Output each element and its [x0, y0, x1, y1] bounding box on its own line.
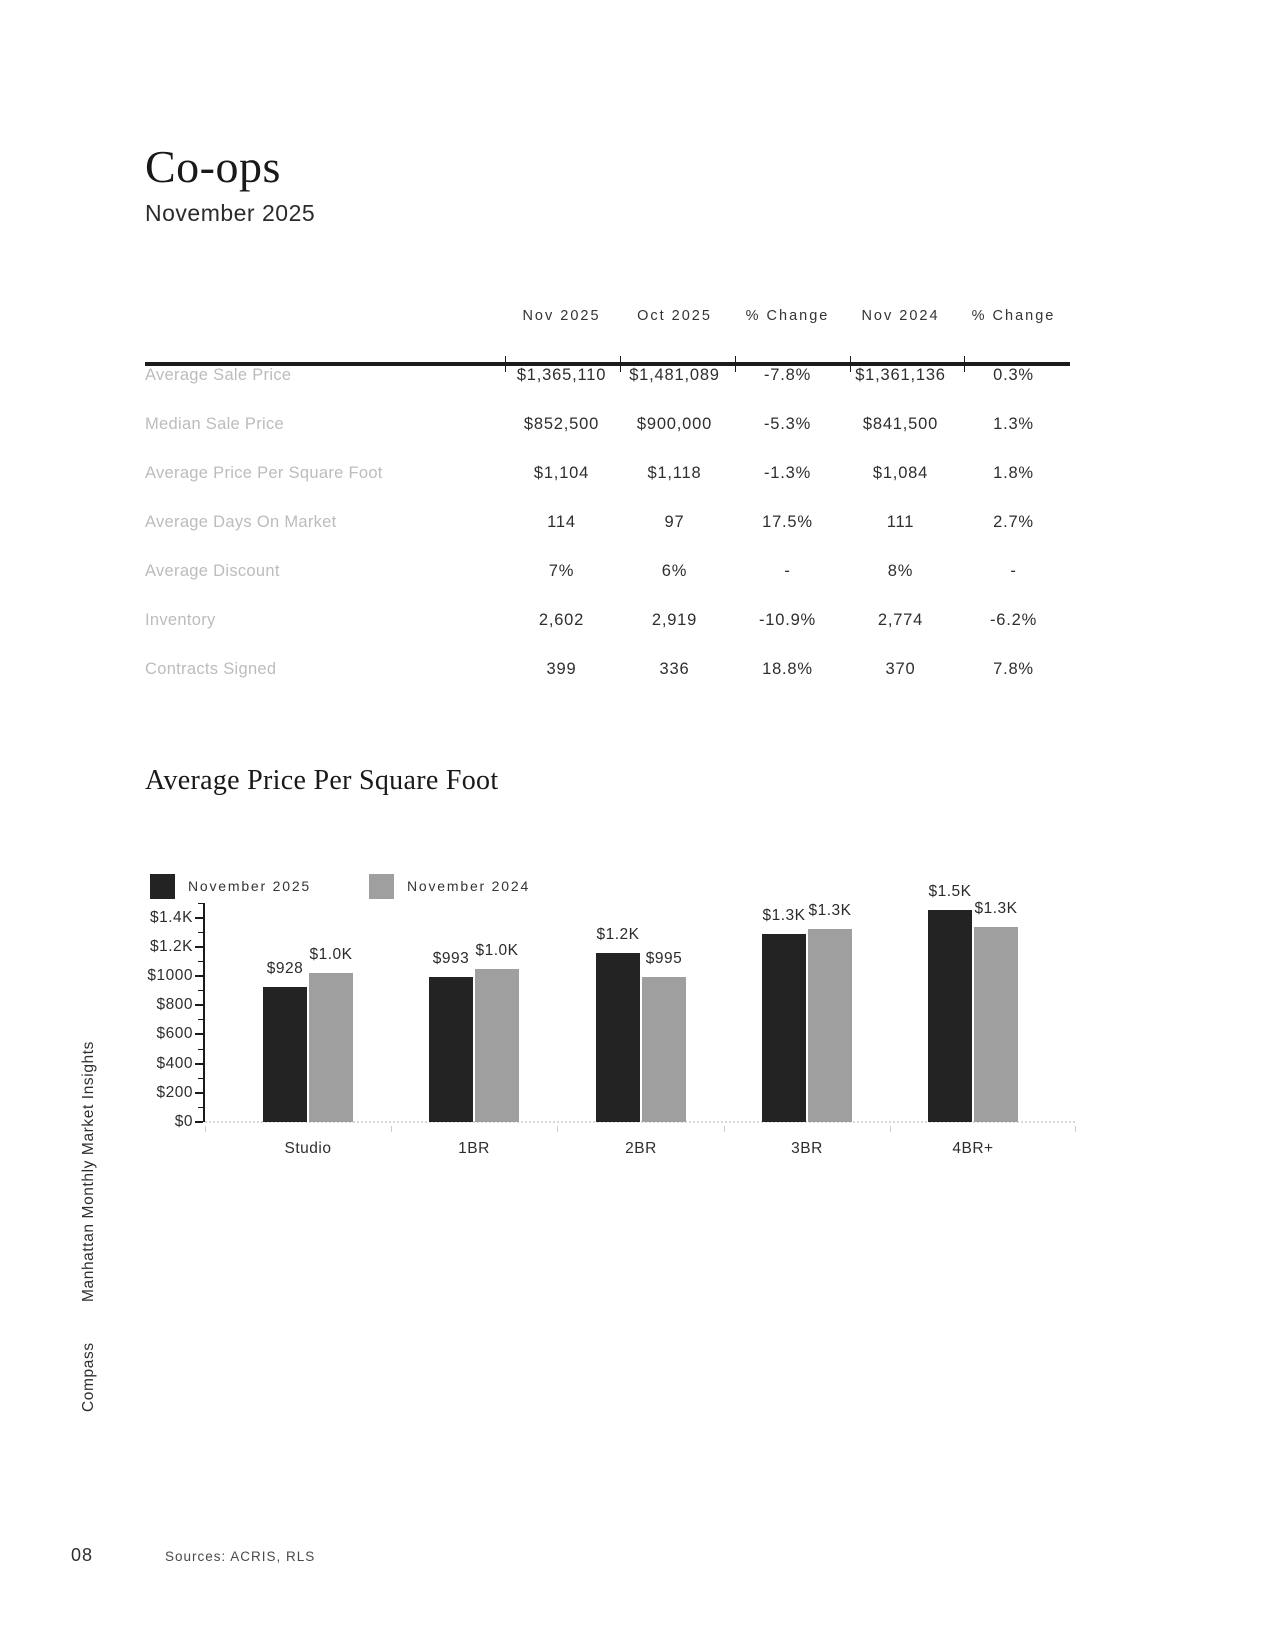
bar-value-label: $1.3K: [808, 902, 852, 919]
y-axis-line: [203, 903, 205, 1122]
row-value: $1,481,089: [629, 366, 720, 384]
row-label: Average Discount: [145, 562, 280, 580]
row-value: 7.8%: [993, 660, 1034, 678]
row-value: $1,084: [872, 464, 929, 482]
bar-value-label: $1.0K: [309, 946, 353, 963]
row-value: -5.3%: [763, 415, 812, 433]
sidebar-brand: Compass: [80, 1342, 97, 1412]
chart-legend: [150, 873, 588, 899]
sidebar-report-title: Manhattan Monthly Market Insights: [80, 1040, 97, 1302]
row-value: 7%: [548, 562, 575, 580]
y-axis-minor-tick: [198, 932, 203, 933]
y-axis-tick: [195, 917, 203, 919]
row-value: $1,118: [647, 464, 702, 482]
y-axis-tick-label: $1.2K: [149, 937, 193, 955]
row-value: $900,000: [636, 415, 713, 433]
x-axis-tick: [890, 1126, 891, 1132]
row-label: Median Sale Price: [145, 415, 285, 433]
y-axis-minor-tick: [198, 990, 203, 991]
table-column-header-3: Nov 2024: [861, 308, 940, 324]
bar-3br-2025: [762, 934, 806, 1122]
x-axis-tick: [391, 1126, 392, 1132]
row-value: -7.8%: [763, 366, 812, 384]
legend-label: November 2024: [407, 878, 531, 894]
row-value: 111: [886, 513, 915, 531]
row-label: Average Days On Market: [145, 513, 337, 531]
y-axis-tick: [195, 1092, 203, 1094]
row-value: $841,500: [862, 415, 939, 433]
row-value: 2,919: [651, 611, 698, 629]
y-axis-tick-label: $400: [156, 1054, 193, 1072]
y-axis-minor-tick: [198, 1078, 203, 1079]
bar-1br-2025: [429, 977, 473, 1122]
zero-baseline: [205, 1121, 1075, 1123]
y-axis-minor-tick: [198, 903, 203, 904]
stats-table: [145, 351, 1070, 694]
bar-value-label: $993: [432, 950, 470, 967]
y-axis-minor-tick: [198, 1019, 203, 1020]
table-row: [145, 400, 1070, 449]
bar-value-label: $1.2K: [596, 926, 640, 943]
y-axis-tick-label: $1.4K: [149, 908, 193, 926]
x-axis-category-label: 3BR: [791, 1140, 823, 1157]
row-label: Inventory: [145, 611, 216, 629]
bar-1br-2024: [475, 969, 519, 1122]
y-axis-tick: [195, 1033, 203, 1035]
bar-value-label: $995: [645, 950, 683, 967]
bar-value-label: $1.3K: [762, 907, 806, 924]
table-column-header-1: Oct 2025: [637, 308, 712, 324]
page-subtitle: November 2025: [145, 200, 316, 226]
y-axis-tick: [195, 1121, 203, 1123]
row-value: -10.9%: [758, 611, 817, 629]
legend-label: November 2025: [188, 878, 312, 894]
row-value: 97: [664, 513, 685, 531]
table-row: [145, 351, 1070, 400]
x-axis-tick: [557, 1126, 558, 1132]
table-column-header-0: Nov 2025: [522, 308, 601, 324]
bar-value-label: $1.0K: [475, 942, 519, 959]
bar-value-label: $928: [266, 960, 304, 977]
row-value: 1.8%: [993, 464, 1034, 482]
y-axis-tick-label: $800: [156, 996, 193, 1014]
row-value: 18.8%: [762, 660, 813, 678]
bar-2br-2025: [596, 953, 640, 1122]
table-column-header-2: % Change: [745, 308, 830, 324]
table-row: [145, 547, 1070, 596]
y-axis-tick: [195, 975, 203, 977]
y-axis-tick: [195, 946, 203, 948]
table-column-header-4: % Change: [971, 308, 1056, 324]
row-value: 2,774: [877, 611, 924, 629]
y-axis-minor-tick: [198, 1107, 203, 1108]
x-axis-tick: [1075, 1126, 1076, 1132]
y-axis-minor-tick: [198, 1049, 203, 1050]
bar-3br-2024: [808, 929, 852, 1122]
table-row: [145, 498, 1070, 547]
chart-title: Average Price Per Square Foot: [145, 765, 499, 796]
row-value: 8%: [887, 562, 914, 580]
legend-swatch-2024: [369, 874, 394, 899]
row-value: 370: [885, 660, 916, 678]
row-value: 17.5%: [762, 513, 813, 531]
page-title: Co-ops: [145, 141, 281, 192]
bar-value-label: $1.5K: [928, 883, 972, 900]
table-row: [145, 596, 1070, 645]
bar-studio-2024: [309, 973, 353, 1122]
row-value: 336: [659, 660, 690, 678]
row-value: -: [1010, 562, 1017, 580]
row-value: -: [784, 562, 791, 580]
table-row: [145, 449, 1070, 498]
row-value: 2,602: [538, 611, 585, 629]
x-axis-tick: [205, 1126, 206, 1132]
row-label: Average Price Per Square Foot: [145, 464, 383, 482]
bar-studio-2025: [263, 987, 307, 1122]
row-label: Average Sale Price: [145, 366, 292, 384]
legend-swatch-2025: [150, 874, 175, 899]
row-value: 0.3%: [993, 366, 1034, 384]
row-value: 1.3%: [993, 415, 1034, 433]
row-value: -1.3%: [763, 464, 812, 482]
bar-4brplus-2025: [928, 910, 972, 1122]
y-axis-tick: [195, 1004, 203, 1006]
row-value: $1,361,136: [855, 366, 946, 384]
y-axis-tick-label: $0: [174, 1113, 193, 1130]
row-label: Contracts Signed: [145, 660, 277, 678]
table-row: [145, 645, 1070, 694]
row-value: 6%: [661, 562, 688, 580]
row-value: 114: [547, 513, 576, 531]
bar-4brplus-2024: [974, 927, 1018, 1122]
x-axis-tick: [724, 1126, 725, 1132]
bar-value-label: $1.3K: [974, 900, 1018, 917]
x-axis-category-label: Studio: [284, 1140, 332, 1157]
y-axis-tick-label: $1000: [147, 967, 193, 984]
y-axis-minor-tick: [198, 961, 203, 962]
row-value: $1,365,110: [516, 366, 607, 384]
x-axis-category-label: 2BR: [625, 1140, 657, 1157]
page-number: 08: [71, 1545, 94, 1565]
row-value: 399: [546, 660, 577, 678]
table-header: [145, 308, 1070, 324]
row-value: $852,500: [523, 415, 600, 433]
row-value: -6.2%: [989, 611, 1038, 629]
y-axis-tick: [195, 1063, 203, 1065]
row-value: $1,104: [533, 464, 590, 482]
x-axis-category-label: 4BR+: [952, 1140, 994, 1157]
row-value: 2.7%: [993, 513, 1034, 531]
y-axis-tick-label: $200: [156, 1083, 193, 1101]
y-axis-tick-label: $600: [156, 1025, 193, 1043]
sources-note: Sources: ACRIS, RLS: [165, 1549, 316, 1564]
bar-2br-2024: [642, 977, 686, 1122]
x-axis-category-label: 1BR: [458, 1140, 490, 1157]
